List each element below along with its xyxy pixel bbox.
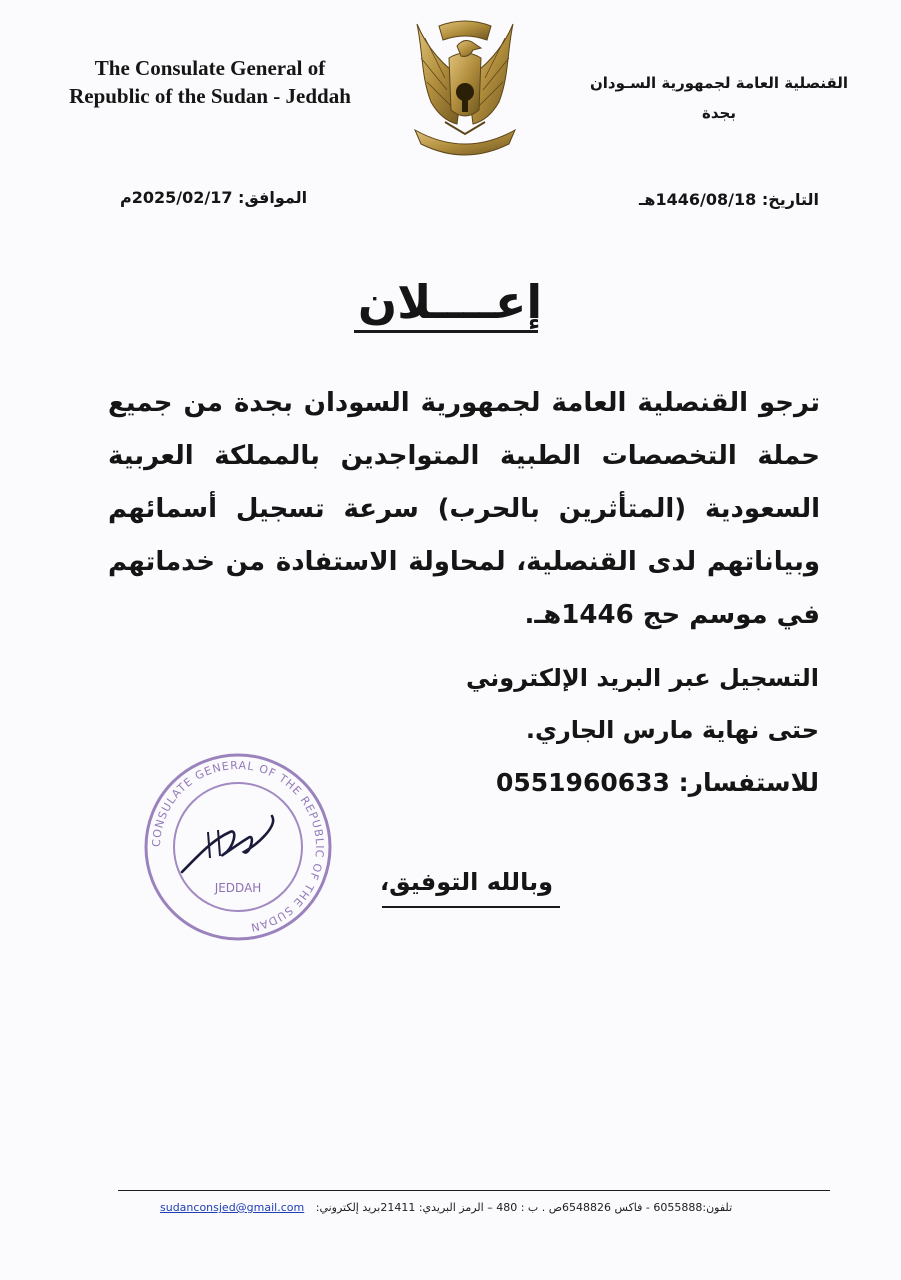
deadline-line: حتى نهاية مارس الجاري. (525, 716, 819, 744)
announcement-title: إعــــلان (357, 275, 543, 329)
stamp-inner-text: JEDDAH (214, 881, 262, 895)
closing-underline (382, 906, 560, 908)
gregorian-date: الموافق: 2025/02/17م (120, 188, 308, 207)
registration-line: التسجيل عبر البريد الإلكتروني (465, 664, 819, 692)
sudan-emblem-icon (405, 18, 525, 160)
footer-email-link[interactable]: sudanconsjed@gmail.com (160, 1201, 305, 1214)
signature-stroke-icon (208, 830, 220, 858)
inquiries-line: للاستفسار: 0551960633 (495, 768, 819, 797)
stamp-ring-text: CONSULATE GENERAL OF THE REPUBLIC OF THE SUDAN (149, 758, 327, 935)
signature-icon (182, 816, 273, 872)
hijri-date: التاريخ: 1446/08/18هـ (638, 190, 819, 209)
english-header (40, 54, 380, 110)
footer-contact-info: تلفون:6055888 - فاكس 6548826ص . ب : 480 – الرمز البريدي: 21411بريد إلكتروني: (315, 1201, 733, 1214)
title-underline (354, 330, 538, 333)
closing-text: وبالله التوفيق، (380, 868, 554, 896)
consulate-stamp (138, 752, 338, 942)
arabic-header-line1: القنصلية العامة لجمهورية السـودان (589, 74, 849, 92)
footer-divider (118, 1190, 830, 1191)
english-header-line1: The Consulate General of (94, 56, 326, 80)
footer (160, 1201, 790, 1214)
english-header-line2: Republic of the Sudan - Jeddah (69, 84, 351, 108)
arabic-header-line2: بجدة (702, 104, 736, 122)
announcement-body: ترجو القنصلية العامة لجمهورية السودان بجدة من جميع حملة التخصصات الطبية المتواجدين بالمملكة العربية السعودية (المتأثرين بالحرب) سرعة تسجيل أسمائهم وبياناتهم لدى القنصلية، لمحاولة الاستفادة من خدماتهم في موسم حج 1446هـ. (108, 388, 820, 630)
arabic-header (579, 68, 859, 128)
